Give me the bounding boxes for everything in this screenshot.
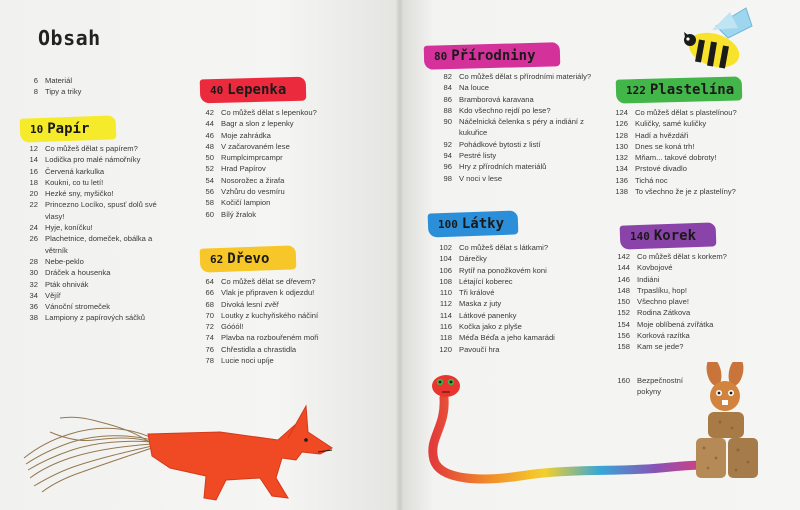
book-gutter [396, 0, 404, 510]
list-item[interactable]: 82 Co můžeš dělat s přírodními materiály? [443, 72, 592, 81]
list-item[interactable]: 32 Pták ohnivák [29, 279, 89, 289]
list-item[interactable]: 38 Lampiony z papírových sáčků [29, 313, 146, 323]
list-item[interactable]: 104 Dárečky [439, 254, 487, 264]
list-item[interactable]: 136 Tichá noc [615, 175, 668, 185]
list-item[interactable]: 26 Plachetnice, domeček, obálka a větrník [29, 234, 153, 255]
page-title: Obsah [38, 26, 101, 50]
list-item[interactable]: 130 Dnes se koná trh! [615, 141, 695, 151]
list-item[interactable]: 56 Vzhůru do vesmíru [205, 187, 285, 197]
list-item[interactable]: 112 Maska z juty [439, 299, 502, 309]
list-item[interactable]: 126 Kuličky, samé kuličky [615, 119, 707, 129]
list-item[interactable]: 66 Vlak je připraven k odjezdu! [205, 288, 315, 298]
list-item[interactable]: 36 Vánoční stromeček [29, 302, 110, 312]
list-item[interactable]: 158 Kam se jede? [617, 342, 684, 352]
paper-fox-icon [20, 398, 340, 510]
section-heading-korek[interactable]: 140 Korek [630, 228, 697, 244]
list-item[interactable]: 24 Hyje, koníčku! [29, 223, 93, 233]
list-item[interactable]: 118 Méďa Béďa a jeho kamarádi [439, 333, 555, 343]
list-item[interactable]: 22 Princezno Locíko, spusť dolů své vlasy! [29, 200, 157, 221]
section-list-plastelina [604, 107, 737, 197]
list-item[interactable]: 146 Indiáni [617, 274, 660, 284]
list-item[interactable]: 58 Kočičí lampion [205, 198, 271, 208]
section-heading-lepenka[interactable]: 40 Lepenka [210, 82, 287, 98]
list-item[interactable]: 138 To všechno že je z plastelíny? [615, 187, 736, 197]
list-item[interactable]: 64 Co můžeš dělat se dřevem? [205, 277, 316, 286]
list-item[interactable]: 98 V noci v lese [443, 173, 503, 183]
list-item[interactable]: 54 Nosorožec a žirafa [205, 175, 285, 185]
list-item[interactable]: 42 Co můžeš dělat s lepenkou? [205, 108, 317, 117]
list-item[interactable]: 86 Bramborová karavana [443, 94, 534, 104]
list-item[interactable]: 120 Pavoučí hra [439, 344, 500, 354]
list-item[interactable]: 148 Trpaslíku, hop! [617, 285, 687, 295]
list-item[interactable]: 116 Kočka jako z plyše [439, 322, 522, 332]
list-item[interactable]: 12 Co můžeš dělat s papírem? [29, 144, 138, 153]
list-item[interactable]: 144 Kovbojové [617, 263, 673, 273]
section-heading-latky[interactable]: 100 Látky [438, 216, 505, 232]
list-item[interactable]: 30 Dráček a housenka [29, 268, 111, 278]
cork-animal-icon [692, 362, 762, 484]
list-item[interactable]: 6 Materiál [33, 76, 73, 85]
list-item[interactable]: 150 Všechno plave! [617, 297, 689, 307]
list-item[interactable]: 160 Bezpečnostní pokyny [617, 376, 684, 397]
list-item[interactable]: 34 Vějíř [29, 290, 61, 300]
list-item[interactable]: 102 Co můžeš dělat s látkami? [439, 243, 549, 252]
section-heading-drevo[interactable]: 62 Dřevo [210, 251, 270, 267]
list-item[interactable]: 50 Rumplcimprcampr [205, 153, 283, 163]
paper-bee-icon [676, 6, 756, 76]
list-item[interactable]: 114 Látkové panenky [439, 310, 517, 320]
list-item[interactable]: 134 Prstové divadlo [615, 164, 687, 174]
list-item[interactable]: 28 Nebe-peklo [29, 256, 84, 266]
section-list-latky [428, 242, 555, 355]
section-heading-plastelina[interactable]: 122 Plastelína [626, 82, 735, 98]
list-item[interactable]: 94 Pestré listy [443, 151, 497, 161]
section-list-drevo [190, 276, 319, 366]
list-item[interactable]: 154 Moje oblíbená zvířátka [617, 319, 714, 329]
list-item[interactable]: 44 Bagr a slon z lepenky [205, 119, 294, 129]
list-item[interactable]: 48 V začarovaném lese [205, 141, 290, 151]
list-item[interactable]: 74 Plavba na rozbouřeném moři [205, 333, 319, 343]
list-item[interactable]: 142 Co můžeš dělat s korkem? [617, 252, 727, 261]
list-item[interactable]: 84 Na louce [443, 83, 489, 93]
list-item[interactable]: 92 Pohádkové bytosti z listí [443, 139, 541, 149]
list-item[interactable]: 96 Hry z přírodních materiálů [443, 162, 547, 172]
list-item[interactable]: 70 Loutky z kuchyňského náčiní [205, 310, 319, 320]
list-item[interactable]: 90 Náčelnická čelenka s péry a indiání z kukuřice [443, 117, 584, 138]
plasticine-snake-icon [420, 368, 720, 498]
list-item[interactable]: 108 Létající koberec [439, 276, 513, 286]
list-item[interactable]: 110 Tři králové [439, 288, 495, 298]
list-item[interactable]: 156 Korková razítka [617, 331, 690, 341]
list-item[interactable]: 76 Chřestidla a chrastidla [205, 344, 297, 354]
list-item[interactable]: 78 Lucie noci upíje [205, 356, 274, 366]
list-item[interactable]: 106 Rytíř na ponožkovém koni [439, 265, 547, 275]
list-item[interactable]: 20 Hezké sny, myšičko! [29, 189, 114, 199]
list-item[interactable]: 16 Červená karkulka [29, 166, 105, 176]
section-list-papir [14, 143, 165, 324]
list-item[interactable]: 60 Bílý žralok [205, 209, 257, 219]
section-list-lepenka [190, 107, 317, 220]
list-item[interactable]: 52 Hrad Papírov [205, 164, 266, 174]
intro-list [14, 75, 81, 98]
section-heading-papir[interactable]: 10 Papír [30, 121, 90, 137]
list-item[interactable]: 14 Lodička pro malé námořníky [29, 155, 141, 165]
list-item[interactable]: 72 Góóól! [205, 322, 244, 332]
section-heading-prirodniny[interactable]: 80 Přírodniny [434, 48, 536, 64]
list-item[interactable]: 46 Moje zahrádka [205, 130, 271, 140]
list-item[interactable]: 124 Co můžeš dělat s plastelínou? [615, 108, 737, 117]
list-item[interactable]: 128 Hadí a hvězdáři [615, 130, 689, 140]
list-item[interactable]: 8 Tipy a triky [33, 87, 82, 97]
list-item[interactable]: 88 Kdo všechno rejdí po lese? [443, 105, 551, 115]
list-item[interactable]: 18 Koukni, co tu letí! [29, 177, 104, 187]
list-item[interactable]: 152 Rodina Zátkova [617, 308, 691, 318]
list-item[interactable]: 132 Mňam... takové dobroty! [615, 153, 717, 163]
section-list-korek [606, 251, 727, 353]
section-list-prirodniny [428, 71, 599, 184]
list-item[interactable]: 68 Divoká lesní zvěř [205, 299, 279, 309]
